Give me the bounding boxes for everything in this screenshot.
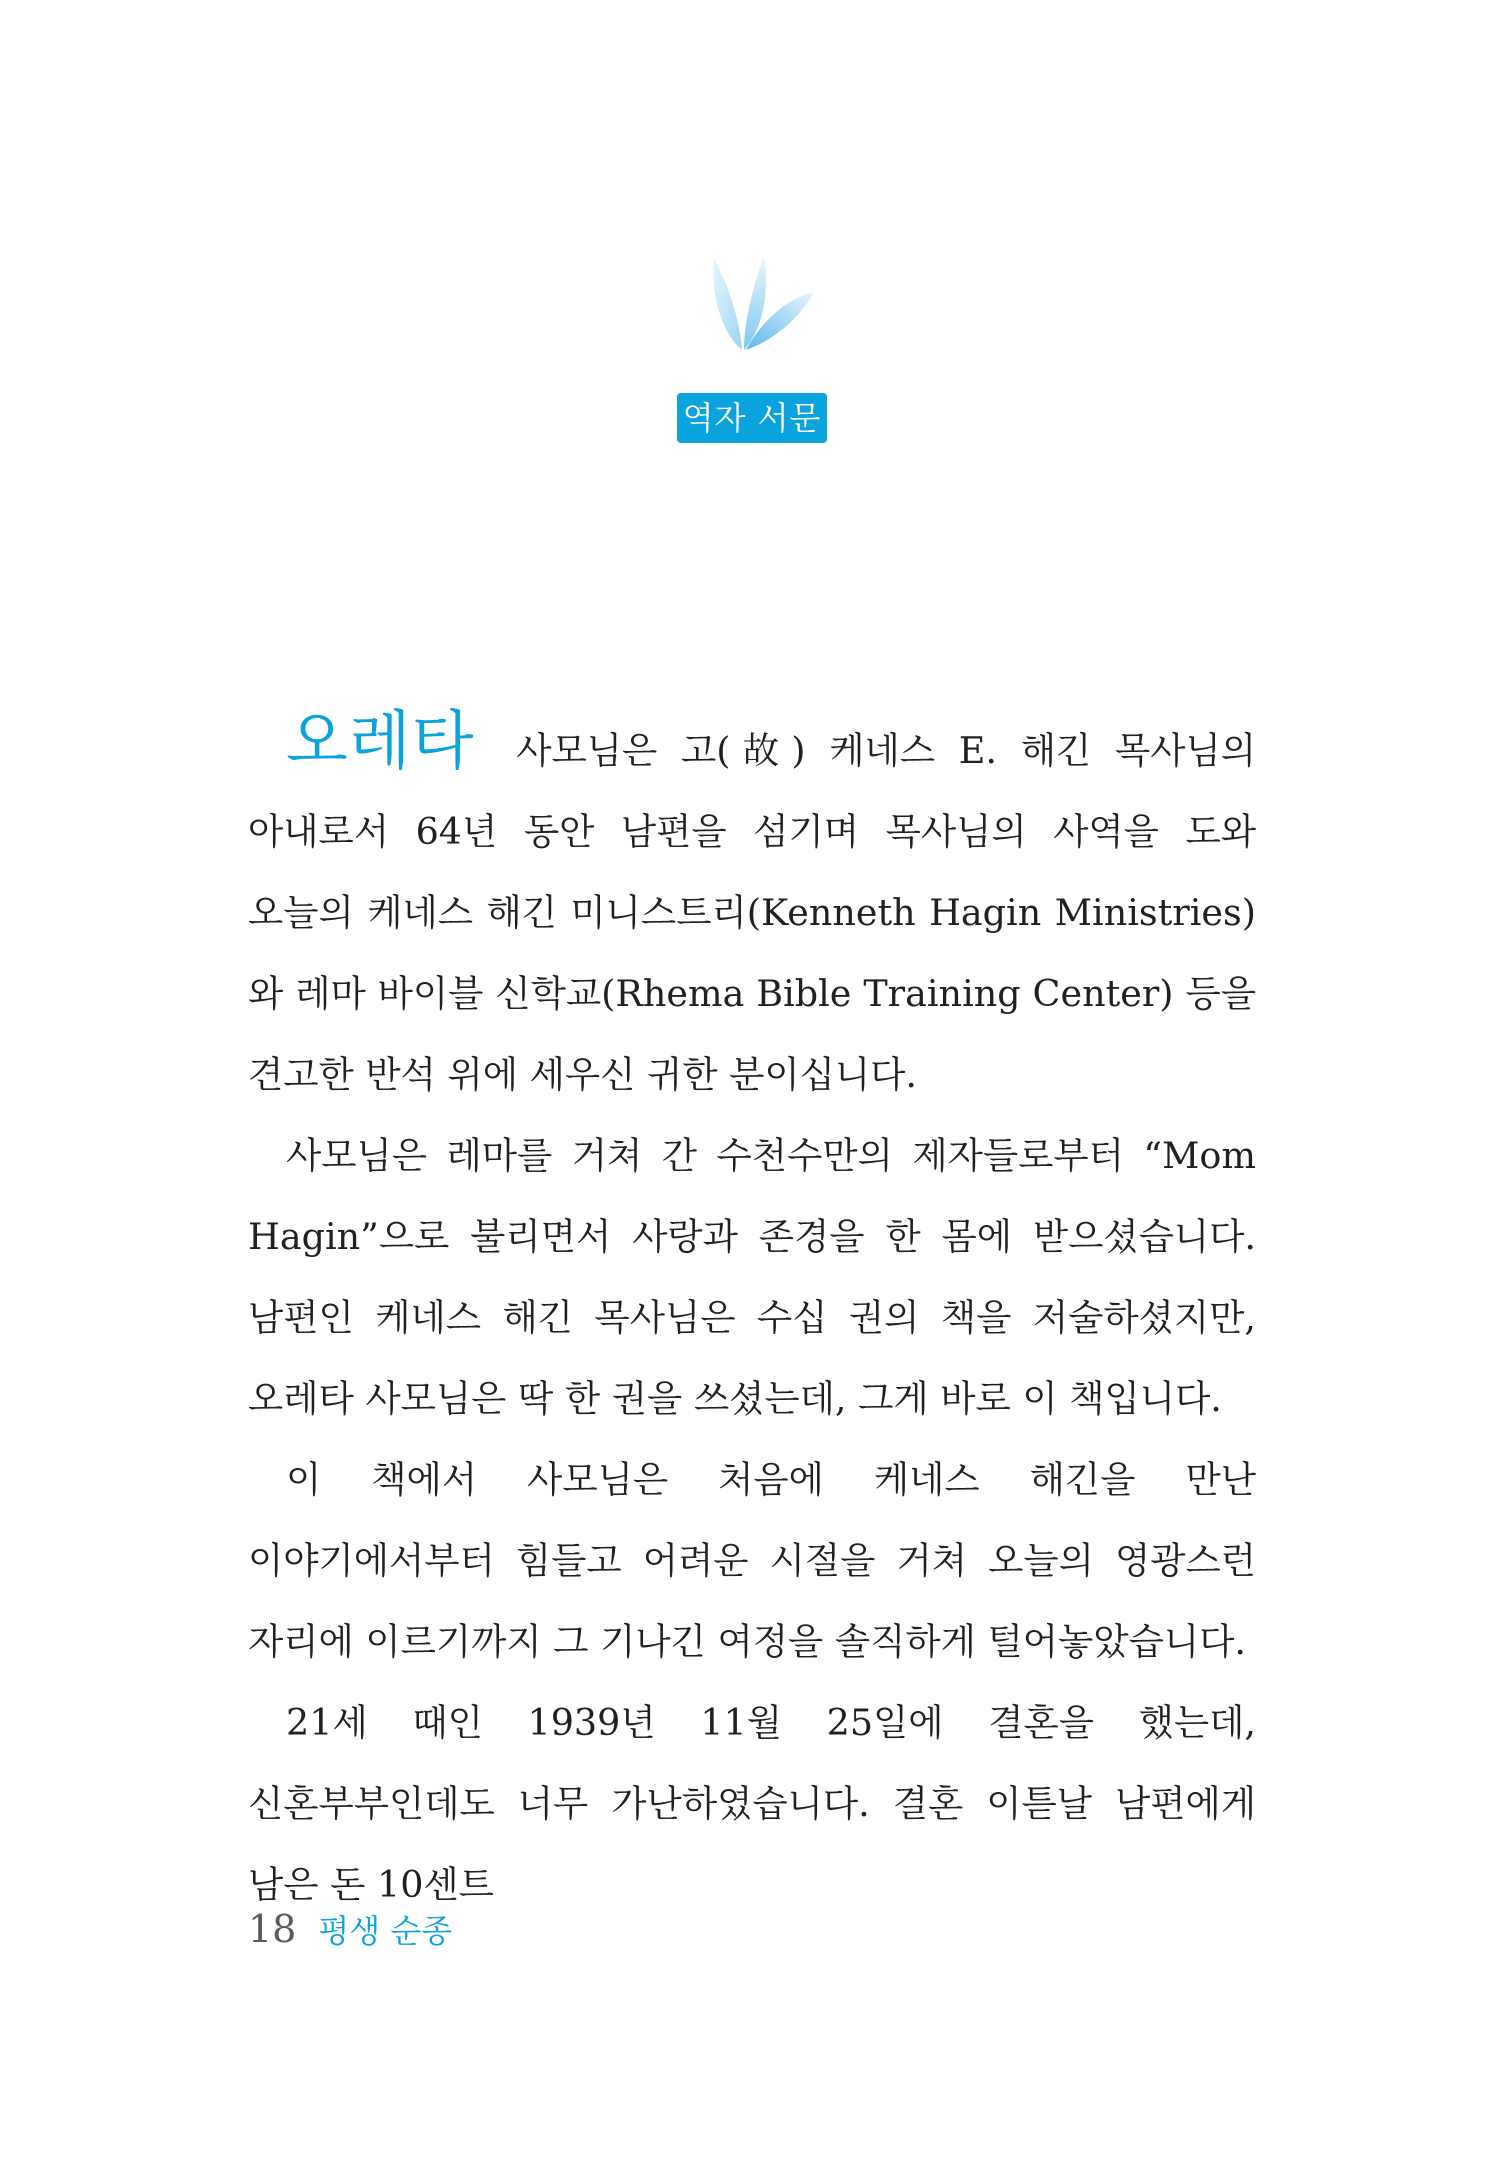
leaf-ornament-icon [704, 254, 816, 354]
paragraph-1 [248, 705, 1256, 1115]
page-footer [248, 1906, 452, 1950]
paragraph-2: 사모님은 레마를 거쳐 간 수천수만의 제자들로부터 “Mom Hagin”으로 불리면서 사랑과 존경을 한 몸에 받으셨습니다. 남편인 케네스 해긴 목사님은 수십 권의 책을 저술하셨지만, 오레타 사모님은 딱 한 권을 쓰셨는데, 그게 바로 이 책입니다. [248, 1134, 1256, 1420]
chapter-label: 역자 서문 [677, 393, 827, 443]
lead-word: 오레타 [286, 705, 475, 779]
paragraph-1-text: 사모님은 고(故) 케네스 E. 해긴 목사님의 아내로서 64년 동안 남편을 섬기며 목사님의 사역을 도와 오늘의 케네스 해긴 미니스트리(Kenneth Hagin Ministries)와 레마 바이블 신학교(Rhema Bible Training Center) 등을 견고한 반석 위에 세우신 귀한 분이십니다. [248, 729, 1256, 1096]
body-text [248, 705, 1256, 1925]
paragraph-3: 이 책에서 사모님은 처음에 케네스 해긴을 만난 이야기에서부터 힘들고 어려운 시절을 거쳐 오늘의 영광스런 자리에 이르기까지 그 기나긴 여정을 솔직하게 털어놓았습니다. [248, 1458, 1256, 1663]
paragraph-4: 21세 때인 1939년 11월 25일에 결혼을 했는데, 신혼부부인데도 너무 가난하였습니다. 결혼 이튿날 남편에게 남은 돈 10센트 [248, 1701, 1256, 1906]
book-title: 평생 순종 [318, 1912, 453, 1950]
page-number: 18 [248, 1907, 297, 1951]
